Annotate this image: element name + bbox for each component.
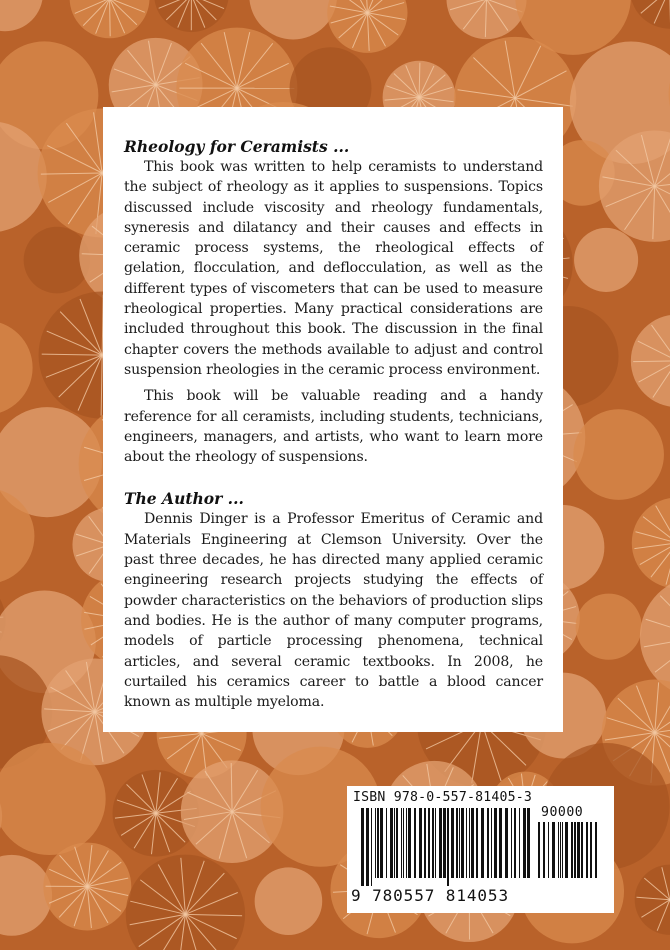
price-code: 90000 <box>541 805 584 820</box>
barcode-bar <box>432 808 434 878</box>
barcode-bar <box>586 822 588 878</box>
barcode-bar <box>366 808 369 886</box>
barcode-bar <box>466 808 467 878</box>
barcode-bar <box>505 808 508 878</box>
barcode-bar <box>371 808 372 886</box>
barcode-bar <box>380 808 383 878</box>
barcode-bar <box>481 808 484 878</box>
pattern-circle <box>154 0 228 32</box>
barcode-bar <box>414 808 416 878</box>
barcode-bar <box>519 808 520 878</box>
barcode-bar <box>456 808 458 878</box>
description-panel <box>103 107 563 732</box>
barcode-bar <box>499 808 502 878</box>
barcode-bars <box>361 808 533 886</box>
barcode-bar <box>408 808 411 878</box>
pattern-circle <box>576 594 642 660</box>
pattern-circle <box>255 867 323 935</box>
barcode-bar <box>511 808 512 878</box>
isbn-barcode <box>347 786 614 913</box>
pattern-circle <box>327 0 407 53</box>
pattern-circle <box>0 0 43 31</box>
barcode-bar <box>435 808 436 878</box>
barcode-bar <box>439 808 442 878</box>
pattern-circle <box>126 855 245 950</box>
barcode-bar <box>451 808 454 878</box>
pattern-circle <box>574 228 638 292</box>
pattern-circle <box>632 498 670 589</box>
barcode-bar <box>459 808 460 878</box>
barcode-bar <box>590 822 592 878</box>
pattern-circle <box>70 0 150 38</box>
barcode-bar <box>471 808 474 878</box>
pattern-circle <box>630 0 670 29</box>
barcode-bar <box>574 822 576 878</box>
barcode-bar <box>447 808 449 886</box>
barcode-bar <box>461 808 464 878</box>
barcode-bar <box>523 808 526 878</box>
author-bio-paragraph: Dennis Dinger is a Professor Emeritus of Ceramic and Materials Engineering at Clemson University. Over the past three decades, he has directed many applied ceramic engineering research projects studying the effects of powder characteristics on the behaviors of production slips and bodies. He is the author of many computer programs, models of particle processing phenomena, technical articles, and several ceramic textbooks. In 2008, he curtailed his ceramics career to battle a blood cancer known as multiple myeloma. <box>124 511 543 711</box>
barcode-bar <box>571 822 573 878</box>
barcode-bar <box>514 808 516 878</box>
pattern-circle <box>43 843 131 931</box>
isbn-label: ISBN 978-0-557-81405-3 <box>353 790 533 805</box>
barcode-bar <box>406 808 407 878</box>
author-heading: The Author ... <box>124 489 244 509</box>
barcode-bar <box>595 822 597 878</box>
pattern-circle <box>640 576 670 698</box>
book-description-paragraph: This book was written to help ceramists to understand the subject of rheology as it applies to suspensions. Topics discussed include viscosity and rheology fundamentals, syneresis and dilatancy and their causes and effects in ceramic process systems, the rheological effects of gelation, flocculation, and deflocculation, as well as the different types of viscometers that can be used to measure rheological properties. Many practical considerations are included throughout this book. The discussion in the final chapter covers the methods available to adjust and control suspension rheologies in the ceramic process environment. <box>124 159 543 378</box>
barcode-bar <box>562 822 563 878</box>
barcode-bar <box>419 808 422 878</box>
barcode-bar <box>377 808 379 878</box>
barcode-bar <box>428 808 430 878</box>
book-title-heading: Rheology for Ceramists ... <box>124 137 350 156</box>
barcode-bar <box>494 808 497 878</box>
barcode-bar <box>552 822 555 878</box>
barcode-bar <box>375 808 376 878</box>
barcode-bar <box>396 808 398 878</box>
barcode-bar <box>538 822 540 878</box>
barcode-bar <box>558 822 559 878</box>
barcode-bar <box>476 808 478 878</box>
barcode-bar <box>394 808 395 878</box>
addon-barcode-bars <box>538 822 600 886</box>
barcode-bar <box>386 808 387 878</box>
barcode-bar <box>361 808 364 886</box>
barcode-bar <box>424 808 426 878</box>
barcode-bar <box>390 808 393 878</box>
barcode-bar <box>527 808 530 878</box>
pattern-circle <box>635 865 670 935</box>
book-audience-paragraph: This book will be valuable reading and a handy reference for all ceramists, including students, technicians, engineers, managers, and artists, who want to learn more about the rheology of suspensions. <box>124 388 543 466</box>
barcode-bar <box>469 808 470 878</box>
barcode-bar <box>403 808 404 878</box>
barcode-bar <box>401 808 402 878</box>
barcode-bar <box>487 808 489 878</box>
barcode-bar <box>577 822 580 878</box>
pattern-circle <box>573 409 664 500</box>
barcode-digits: 9 780557 814053 <box>351 886 509 905</box>
barcode-bar <box>491 808 492 878</box>
barcode-bar <box>560 822 561 878</box>
pattern-circle <box>631 315 670 408</box>
pattern-circle <box>446 0 526 39</box>
barcode-bar <box>565 822 568 878</box>
barcode-bar <box>548 822 549 878</box>
pattern-circle <box>0 320 33 415</box>
barcode-bar <box>581 822 583 878</box>
barcode-bar <box>543 822 545 878</box>
barcode-bar <box>443 808 446 878</box>
